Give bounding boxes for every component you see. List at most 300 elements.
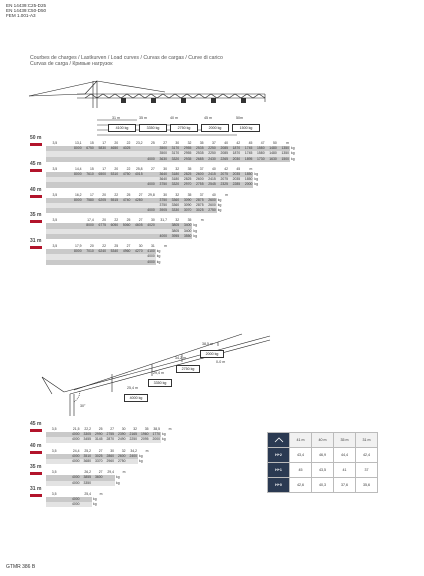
radius-header-cell: 17: [102, 166, 106, 171]
matrix-cell: 45: [290, 463, 312, 478]
radius-header-cell: 32: [175, 166, 180, 171]
load-cell: 4000: [71, 480, 80, 485]
load-cell: 3805: [171, 223, 180, 228]
load-cell: 3400: [183, 223, 192, 228]
radius-header-cell: 30: [175, 141, 180, 145]
jib-length-label: 35 m: [30, 464, 42, 471]
radius-header-cell: 30: [163, 192, 167, 197]
load-table: [30, 212, 330, 239]
radius-header-cell: m: [145, 448, 149, 453]
radius-header-cell: 29,4: [107, 470, 114, 475]
radius-header-cell: 25: [98, 427, 103, 431]
load-cell: 2265: [220, 156, 228, 161]
load-cell: 4000: [71, 437, 80, 442]
load-cell: 5310: [110, 171, 119, 176]
load-cell: 4280: [135, 197, 143, 202]
load-cell: 2000: [244, 182, 253, 187]
load-cell: 2000: [152, 437, 160, 442]
unit-label: kg: [291, 156, 295, 161]
radius-header-cell: 32: [133, 427, 137, 431]
load-cell: 3905: [159, 208, 167, 213]
load-table: [30, 135, 330, 162]
luffing-dimension: 38,5 m: [202, 342, 213, 346]
unit-label: kg: [93, 502, 97, 507]
load-table: [30, 238, 330, 265]
load-row: [46, 437, 166, 442]
radius-header-cell: 3,5: [51, 470, 57, 475]
load-cell: 2755: [196, 182, 204, 187]
load-cell: 6500: [98, 171, 106, 176]
matrix-cell: 43,4: [290, 448, 312, 463]
jib-dimension: 31 m: [112, 116, 120, 120]
radius-header-cell: 15: [90, 141, 94, 145]
radius-header-cell: 32: [175, 192, 180, 197]
height-matrix: [267, 432, 378, 493]
load-box: 3350 kg: [148, 379, 172, 387]
radius-header-cell: 17: [90, 192, 94, 197]
load-cell: 3330: [171, 208, 180, 213]
load-cell: 2875: [196, 197, 204, 202]
load-cell: 6205: [98, 197, 106, 202]
load-cell: 3955: [171, 233, 180, 238]
load-cell: 4000: [147, 259, 155, 264]
load-cell: 2750: [208, 208, 216, 213]
radius-header-cell: 30: [138, 244, 143, 248]
section-title-line: Courbes de charges / Lastkurven / Load curves / Curvas de cargas / Curve di carico: [30, 55, 223, 61]
jib-length-marker: [30, 246, 42, 249]
load-cell: 2860: [106, 453, 114, 458]
radius-header-cell: 23,2: [135, 141, 143, 145]
radius-header-cell: 17,9: [74, 244, 82, 248]
load-table: [30, 186, 330, 214]
load-cell: 7010: [86, 249, 94, 254]
load-cell: 2870: [106, 437, 114, 442]
load-cell: 2035: [232, 177, 241, 182]
radius-header-cell: 24,4: [72, 448, 80, 453]
unit-label: kg: [116, 475, 120, 480]
radius-header-cell: 37: [199, 166, 204, 171]
crane-diagram-luffing: [30, 322, 290, 418]
load-cell: 3170: [171, 146, 180, 151]
unit-label: kg: [139, 453, 143, 458]
radius-header-cell: 37: [212, 141, 216, 145]
load-cell: 3320: [171, 182, 180, 187]
radius-header-cell: 27: [151, 166, 155, 171]
standard-line: EN 14439:C25-D25: [6, 3, 47, 8]
load-row: [46, 480, 120, 486]
load-cell: 2685: [196, 156, 204, 161]
radius-header-cell: 27: [138, 218, 143, 223]
load-cell: 3455: [83, 437, 91, 442]
load-cell: 4000: [147, 254, 155, 259]
load-cell: 2935: [183, 156, 192, 161]
load-cell: 1895: [244, 156, 253, 161]
radius-header-cell: 25: [126, 218, 131, 223]
load-cell: 3360: [171, 197, 180, 202]
unit-label: kg: [291, 151, 295, 156]
load-cell: 2750: [117, 458, 126, 463]
height-label: 0-0 m: [216, 360, 226, 364]
load-cell: 6240: [98, 249, 106, 254]
load-cell: 1745: [244, 151, 253, 156]
load-cell: 3640: [159, 177, 167, 182]
load-cell: 3640: [159, 171, 167, 176]
radius-header-cell: 40: [212, 166, 216, 171]
load-cell: 1580: [257, 146, 265, 151]
load-cell: 4000: [71, 475, 80, 480]
luffing-dimension: 34,2 m: [175, 356, 186, 360]
radius-header-cell: 3,5: [52, 192, 58, 197]
load-row: [46, 502, 97, 507]
load-table: [30, 464, 260, 486]
load-cell: 5340: [110, 249, 119, 254]
load-cell: 3500: [159, 146, 167, 151]
load-row: [46, 458, 143, 464]
radius-header-cell: 17: [102, 141, 106, 145]
load-box: 2750 kg: [176, 365, 200, 373]
load-cell: 3630: [159, 156, 167, 161]
unit-label: kg: [156, 249, 161, 254]
load-cell: 2600: [117, 453, 126, 458]
load-cell: 3600: [94, 475, 103, 480]
load-cell: 2165: [129, 432, 137, 437]
load-cell: 1500: [281, 156, 289, 161]
load-tables-luffing: [30, 421, 260, 513]
jib-length-marker: [30, 451, 42, 454]
radius-header-cell: 25,4: [84, 491, 91, 496]
radius-header-cell: 31: [151, 244, 155, 248]
load-box: 2750 kg: [170, 124, 198, 132]
load-cell: 4000: [147, 156, 155, 161]
load-row: [46, 259, 161, 265]
radius-header-cell: 21,5: [72, 427, 80, 431]
unit-label: kg: [139, 458, 143, 463]
radius-header-cell: 30: [110, 448, 114, 453]
unit-label: kg: [254, 182, 258, 187]
section-title-line: Curvas de carga / Кривые нагрузок: [30, 61, 113, 67]
radius-header-cell: 37: [199, 192, 204, 197]
load-cell: 3370: [94, 458, 103, 463]
load-cell: 1730: [257, 156, 265, 161]
unit-label: kg: [162, 432, 166, 437]
radius-header-cell: 35: [187, 218, 192, 223]
load-cell: 2400: [129, 453, 137, 458]
matrix-corner: [268, 433, 290, 448]
load-cell: 6050: [110, 223, 119, 228]
radius-header-cell: 30: [121, 427, 126, 431]
radius-header-cell: 34,2: [130, 448, 137, 453]
load-cell: 2075: [220, 177, 228, 182]
standard-line: EN 14439:C50-D50: [6, 8, 47, 13]
load-cell: 4100: [147, 249, 155, 254]
load-cell: 3070: [183, 208, 192, 213]
unit-label: kg: [217, 197, 222, 202]
radius-header-cell: 20: [102, 192, 106, 197]
load-cell: 3750: [159, 202, 167, 207]
load-cell: 2095: [140, 437, 149, 442]
unit-label: kg: [291, 146, 295, 151]
matrix-cell: 37,6: [334, 478, 356, 493]
matrix-col-header: 40 m: [312, 433, 334, 448]
load-cell: 2085: [220, 146, 228, 151]
load-cell: 8000: [74, 171, 82, 176]
unit-label: kg: [93, 496, 97, 501]
load-table: [30, 421, 260, 443]
load-cell: 7610: [86, 171, 94, 176]
load-cell: 2430: [208, 156, 216, 161]
load-box: 2000 kg: [200, 350, 224, 358]
load-cell: 2390: [117, 432, 126, 437]
footer-code: GTMR 386 B: [6, 564, 36, 570]
load-box: 2000 kg: [201, 124, 229, 132]
unit-label: kg: [254, 171, 258, 176]
load-cell: 4000: [71, 458, 80, 463]
jib-length-marker: [30, 494, 42, 497]
radius-header-cell: 15: [90, 166, 94, 171]
load-cell: 3680: [83, 458, 91, 463]
unit-label: kg: [156, 259, 161, 264]
load-box: 3350 kg: [139, 124, 167, 132]
load-cell: 4740: [122, 197, 131, 202]
radius-header-cell: 3,5: [51, 491, 57, 496]
load-cell: 8000: [86, 223, 94, 228]
matrix-col-header: 35 m: [334, 433, 356, 448]
load-cell: 2250: [208, 151, 216, 156]
load-cell: 1870: [232, 146, 241, 151]
load-cell: 2955: [183, 146, 192, 151]
radius-header-cell: m: [99, 491, 103, 496]
load-box: 4100 kg: [108, 124, 136, 132]
load-cell: 1960: [140, 432, 149, 437]
standard-line: FEM 1.001-A3: [6, 13, 36, 18]
load-cell: 2250: [129, 437, 137, 442]
load-cell: 7580: [86, 197, 94, 202]
radius-header-cell: 20: [102, 218, 106, 223]
radius-header-cell: 47: [260, 141, 265, 145]
matrix-row-header: H+1: [268, 463, 290, 478]
load-cell: 8000: [74, 249, 82, 254]
unit-label: kg: [193, 223, 197, 228]
load-table: [30, 485, 260, 508]
unit-label: kg: [116, 480, 120, 485]
load-cell: 2600: [208, 197, 216, 202]
matrix-cell: 40,3: [312, 478, 334, 493]
radius-header-cell: 20: [114, 166, 119, 171]
radius-header-cell: 38,5: [153, 427, 160, 431]
radius-header-cell: m: [168, 427, 172, 431]
unit-label: kg: [162, 437, 166, 442]
load-cell: 3090: [183, 197, 192, 202]
radius-header-cell: 35: [199, 141, 204, 145]
unit-label: kg: [217, 202, 222, 207]
matrix-cell: 42,4: [356, 448, 378, 463]
load-cell: 2825: [183, 177, 192, 182]
load-cell: 4025: [122, 146, 131, 151]
load-cell: 4000: [159, 233, 167, 238]
load-cell: 4000: [71, 432, 80, 437]
jib-length-label: 45 m: [30, 421, 42, 427]
matrix-row-header: H+0: [268, 478, 290, 493]
radius-header-cell: 3,5: [52, 244, 58, 248]
jib-length-label: 35 m: [30, 212, 42, 219]
load-cell: 4000: [71, 502, 80, 507]
radius-header-cell: 30: [151, 218, 155, 223]
load-cell: 1630: [269, 156, 277, 161]
load-cell: 1580: [257, 151, 265, 156]
load-row: [46, 182, 258, 187]
load-cell: 3550: [183, 233, 192, 238]
radius-header-cell: m: [164, 244, 167, 248]
radius-header-cell: 31,7: [160, 218, 167, 223]
matrix-cell: 41: [334, 463, 356, 478]
load-cell: 3350: [83, 480, 91, 485]
radius-header-cell: 26,2: [84, 470, 91, 475]
radius-header-cell: 3,5: [52, 166, 58, 171]
load-cell: 3510: [83, 453, 91, 458]
matrix-cell: 35,6: [356, 478, 378, 493]
load-cell: 2415: [208, 171, 216, 176]
matrix-cell: 42,6: [290, 478, 312, 493]
load-cell: 2085: [220, 151, 228, 156]
load-cell: 2960: [106, 458, 114, 463]
load-cell: 5515: [110, 197, 119, 202]
load-row: [46, 208, 222, 213]
load-box: 4000 kg: [124, 394, 148, 402]
radius-header-cell: 20: [114, 141, 119, 145]
radius-header-cell: 27: [110, 427, 114, 431]
radius-header-cell: 22: [102, 244, 106, 248]
radius-header-cell: 50: [273, 141, 277, 145]
radius-header-cell: m: [122, 470, 126, 475]
load-cell: 4000: [71, 496, 80, 501]
jib-length-marker: [30, 220, 42, 223]
load-cell: 3305: [83, 432, 91, 437]
radius-header-cell: 30: [163, 166, 167, 171]
radius-header-cell: 25: [114, 244, 119, 248]
load-cell: 2600: [196, 171, 204, 176]
load-row: [46, 156, 295, 162]
load-box: 1500 kg: [232, 124, 260, 132]
load-tables-horizontal: [30, 135, 330, 270]
load-cell: 4020: [147, 223, 155, 228]
load-cell: 1770: [152, 432, 160, 437]
load-cell: 5060: [122, 223, 131, 228]
radius-header-cell: 3,5: [51, 448, 57, 453]
radius-header-cell: 32: [175, 218, 180, 223]
load-cell: 4270: [135, 249, 143, 254]
load-cell: 1350: [281, 151, 289, 156]
radius-header-cell: 17,4: [87, 218, 94, 223]
radius-header-cell: 40: [224, 141, 228, 145]
load-cell: 3320: [171, 156, 180, 161]
radius-header-cell: 3,5: [52, 141, 58, 145]
load-cell: 3180: [171, 177, 180, 182]
load-cell: 3750: [159, 182, 167, 187]
load-cell: 5830: [98, 146, 106, 151]
load-cell: 3145: [94, 437, 103, 442]
jib-length-marker: [30, 169, 42, 172]
jib-length-label: 40 m: [30, 442, 42, 449]
load-cell: 2325: [220, 182, 228, 187]
load-cell: 2250: [208, 146, 216, 151]
section-title: [30, 55, 223, 67]
jib-length-marker: [30, 472, 42, 475]
matrix-row-header: H+2: [268, 448, 290, 463]
matrix-cell: 46,9: [312, 448, 334, 463]
load-cell: 3025: [196, 208, 204, 213]
load-cell: 1850: [244, 171, 253, 176]
radius-header-cell: 40: [212, 192, 216, 197]
jib-length-label: 40 m: [30, 186, 42, 193]
radius-header-cell: m: [286, 141, 289, 145]
crane-icon: [274, 437, 284, 443]
load-cell: 4750: [122, 171, 131, 176]
load-cell: 2035: [232, 171, 241, 176]
radius-header-cell: 42: [236, 141, 241, 145]
matrix-col-header: 31 m: [356, 433, 378, 448]
radius-header-cell: 35: [187, 166, 192, 171]
radius-header-cell: 27: [98, 448, 103, 453]
matrix-cell: 37: [356, 463, 378, 478]
load-cell: 3500: [159, 151, 167, 156]
load-cell: 2600: [196, 177, 204, 182]
radius-header-cell: 35: [187, 192, 192, 197]
jib-dimension: 45 m: [204, 116, 212, 120]
load-cell: 1850: [244, 177, 253, 182]
radius-header-cell: 20: [90, 244, 94, 248]
load-cell: 3360: [171, 202, 180, 207]
load-cell: 2545: [208, 182, 216, 187]
load-cell: 3855: [83, 475, 91, 480]
load-cell: 3090: [183, 202, 192, 207]
radius-header-cell: m: [225, 192, 228, 197]
load-cell: 2970: [183, 182, 192, 187]
radius-header-cell: 13,1: [74, 141, 82, 145]
load-cell: 2535: [196, 151, 204, 156]
load-cell: 2535: [196, 146, 204, 151]
load-cell: 3170: [171, 151, 180, 156]
radius-header-cell: 35: [144, 427, 149, 431]
load-cell: 3805: [171, 228, 180, 233]
jib-dimension: 50m: [236, 116, 243, 120]
radius-header-cell: 27: [126, 244, 131, 248]
load-cell: 1350: [281, 146, 289, 151]
radius-header-cell: 45: [236, 166, 241, 171]
load-cell: 2990: [94, 432, 103, 437]
radius-header-cell: 42: [224, 166, 228, 171]
jib-length-marker: [30, 429, 42, 432]
load-cell: 2755: [106, 432, 114, 437]
load-cell: 2600: [208, 202, 216, 207]
load-cell: 2030: [232, 156, 241, 161]
unit-label: kg: [156, 254, 161, 259]
load-cell: 3180: [171, 171, 180, 176]
unit-label: kg: [193, 233, 197, 238]
luffing-dimension: 29,4 m: [153, 371, 164, 375]
load-cell: 6775: [98, 223, 106, 228]
jib-length-label: 31 m: [30, 485, 42, 492]
unit-label: kg: [254, 177, 258, 182]
load-cell: 2825: [183, 171, 192, 176]
load-cell: 2490: [117, 437, 126, 442]
radius-header-cell: 16,2: [74, 192, 82, 197]
matrix-cell: 44,4: [334, 448, 356, 463]
load-table: [30, 442, 260, 465]
load-cell: 4960: [122, 249, 131, 254]
jib-length-label: 31 m: [30, 238, 42, 244]
radius-header-cell: 25,8: [135, 166, 143, 171]
radius-header-cell: 25: [126, 192, 131, 197]
